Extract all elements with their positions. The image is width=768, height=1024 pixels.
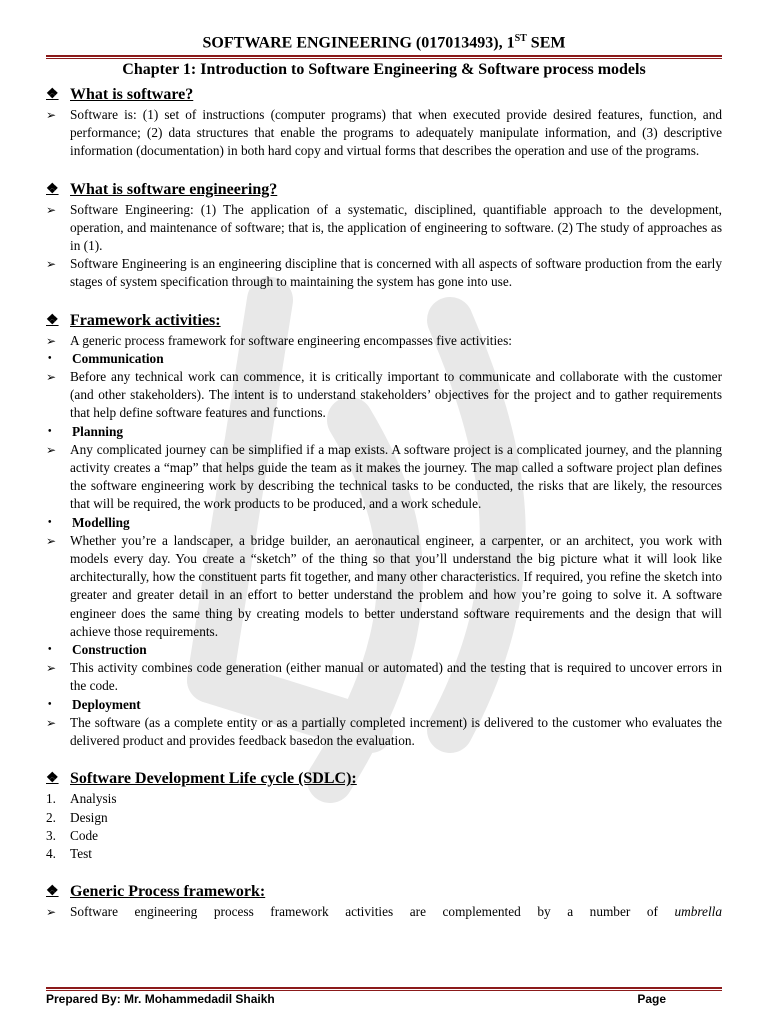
section-heading-generic-process-framework: ❖ Generic Process framework: (46, 881, 722, 903)
footer-rule-thin (46, 990, 722, 991)
arrow-bullet-icon: ➢ (46, 533, 57, 548)
round-bullet-icon: • (48, 698, 52, 710)
round-bullet-icon: • (48, 644, 52, 656)
list-item: 4. Test (46, 845, 92, 861)
section-heading-sdlc: ❖ Software Development Life cycle (SDLC): (46, 768, 722, 790)
arrow-bullet-icon: ➢ (46, 661, 57, 676)
diamond-bullet-icon: ❖ (46, 87, 59, 102)
section-heading-framework-activities: ❖ Framework activities: (46, 310, 722, 332)
list-item: ➢ A generic process framework for software engineering encompasses five activities: (46, 332, 722, 350)
list-item: ➢ This activity combines code generation (either manual or automated) and the testing that is required to uncover errors in the code. (46, 659, 722, 695)
diamond-bullet-icon: ❖ (46, 181, 59, 197)
round-bullet-icon: • (48, 425, 52, 437)
arrow-bullet-icon: ➢ (46, 257, 57, 272)
footer-author: Prepared By: Mr. Mohammedadil Shaikh (46, 992, 275, 1006)
arrow-bullet-icon: ➢ (46, 442, 57, 457)
round-bullet-icon: • (48, 352, 52, 364)
arrow-bullet-icon: ➢ (46, 715, 57, 730)
diamond-bullet-icon: ❖ (46, 884, 59, 900)
list-item: 3. Code (46, 827, 99, 843)
arrow-bullet-icon: ➢ (46, 370, 57, 385)
list-item: 2. Design (46, 809, 108, 825)
list-item: ➢ Software engineering process framework activities are complemented by a number of umbrella (46, 903, 722, 921)
activity-title-construction: • Construction (46, 641, 722, 659)
arrow-bullet-icon: ➢ (46, 905, 57, 920)
arrow-bullet-icon: ➢ (46, 333, 57, 348)
document-body (46, 84, 722, 921)
list-item: ➢ Software is: (1) set of instructions (computer programs) that when executed provide desired features, function, and performance; (2) data structures that enable the programs to adequately manipulate information, and (3) descriptive information (documentation) in both hard copy and virtual forms that describes the operation and use of the programs. (46, 106, 722, 161)
diamond-bullet-icon: ❖ (46, 312, 59, 328)
arrow-bullet-icon: ➢ (46, 108, 57, 122)
document-footer (46, 992, 722, 1006)
activity-title-communication: • Communication (46, 350, 722, 368)
list-item: ➢ Software Engineering: (1) The application of a systematic, disciplined, quantifiable approach to the development, operation, and maintenance of software; that is, the application of engineering to software. (2) The study of approaches as in (1). (46, 201, 722, 256)
footer-rule (46, 987, 722, 989)
round-bullet-icon: • (48, 516, 52, 528)
arrow-bullet-icon: ➢ (46, 202, 57, 217)
header-rule (46, 55, 722, 57)
activity-title-deployment: • Deployment (46, 696, 722, 714)
footer-page-label: Page (637, 992, 666, 1006)
section-heading-software: ❖ What is software? (46, 84, 722, 106)
list-item: ➢ Any complicated journey can be simplified if a map exists. A software project is a complicated journey, and the planning activity creates a “map” that helps guide the team as it makes the journey. The map called a software project plan defines the software engineering work by describing the technical tasks to be conducted, the risks that are likely, the resources that will be required, the work products to be produced, and a work schedule. (46, 441, 722, 514)
header-rule-thin (46, 58, 722, 59)
activity-title-planning: • Planning (46, 423, 722, 441)
list-item: ➢ Before any technical work can commence, it is critically important to communicate and collaborate with the customer (and other stakeholders). The intent is to understand stakeholders’ objectives for the project and to gather requirements that help define software features and functions. (46, 368, 722, 423)
diamond-bullet-icon: ❖ (46, 771, 59, 787)
activity-title-modelling: • Modelling (46, 514, 722, 532)
section-heading-software-engineering: ❖ What is software engineering? (46, 179, 722, 201)
chapter-title: Chapter 1: Introduction to Software Engineering & Software process models (122, 61, 646, 78)
list-item: ➢ The software (as a complete entity or as a partially completed increment) is delivered to the customer who evaluates the delivered product and provides feedback basedon the evaluation. (46, 714, 722, 750)
list-item: ➢ Software Engineering is an engineering discipline that is concerned with all aspects of software production from the early stages of system specification through to maintaining the system has gone into use. (46, 255, 722, 291)
sdlc-steps-list (46, 790, 722, 863)
document-header-title: SOFTWARE ENGINEERING (017013493), 1ST SEM (202, 33, 566, 52)
list-item: ➢ Whether you’re a landscaper, a bridge builder, an aeronautical engineer, a carpenter, or an architect, you work with models every day. You create a “sketch” of the thing so that you’ll understand the big picture what it will look like architecturally, how the constituent parts fit together, and many other characteristics. If required, you refine the sketch into greater and greater detail in an effort to better understand the problem and how you’re going to solve it. A software engineer does the same thing by creating models to better understand software requirements and the design that will achieve those requirements. (46, 532, 722, 641)
list-item: 1. Analysis (46, 791, 117, 807)
